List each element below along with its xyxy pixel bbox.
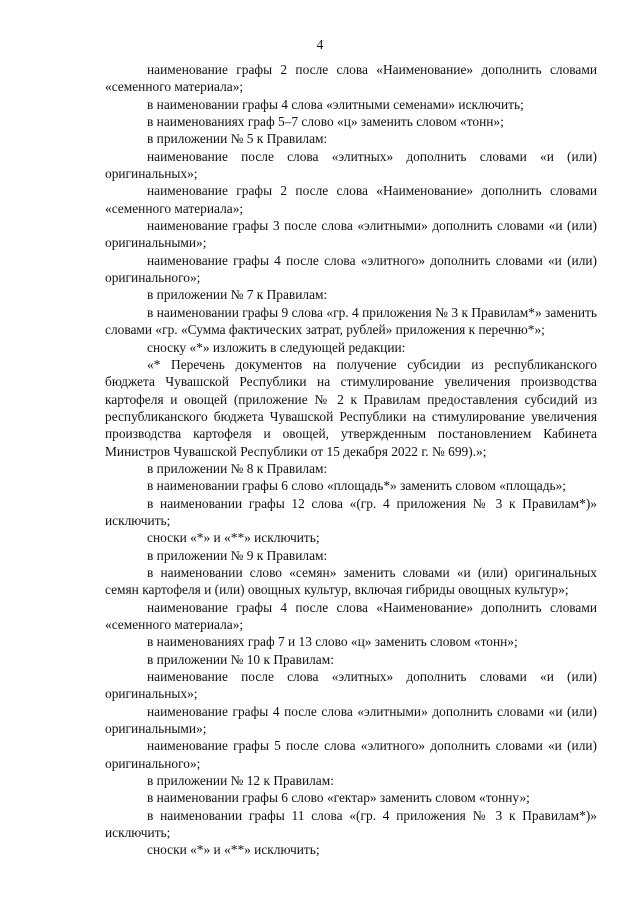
paragraph: наименование графы 4 после слова «элитными» дополнить словами «и (или) оригинальными»;: [105, 703, 597, 737]
paragraph: в наименовании графы 4 слова «элитными семенами» исключить;: [147, 96, 524, 112]
paragraph: в наименовании графы 9 слова «гр. 4 приложения № 3 к Правилам*» заменить словами «гр. «Сумма фактических затрат, рублей» приложения к перечню*»;: [105, 304, 597, 338]
page-number: 4: [316, 37, 324, 52]
paragraph: наименование графы 5 после слова «элитного» дополнить словами «и (или) оригинального»;: [105, 738, 597, 771]
paragraph: сноску «*» изложить в следующей редакции:: [147, 339, 406, 355]
paragraph: в наименовании графы 6 слово «площадь*» заменить словом «площадь»;: [147, 478, 567, 494]
paragraph: в приложении № 8 к Правилам:: [147, 460, 328, 476]
paragraph: в наименовании графы 12 слова «(гр. 4 приложения № 3 к Правилам*)» исключить;: [105, 495, 597, 528]
paragraph: наименование графы 3 после слова «элитными» дополнить словами «и (или) оригинальными»;: [105, 218, 597, 251]
quoted-footnote-paragraph: «* Перечень документов на получение субсидии из республиканского бюджета Чувашской Республики на стимулирование увеличения производства картофеля и овощей (приложение № 2 к Правилам предоставления субсидий из республиканского бюджета Чувашской Республики на стимулирование увеличения производства картофеля и овощей, утвержденным постановлением Кабинета Министров Чувашской Республики от 15 декабря 2022 г. № 699).»;: [105, 356, 597, 459]
paragraph: наименование графы 2 после слова «Наименование» дополнить словами «семенного материала»;: [105, 183, 597, 216]
paragraph: в приложении № 7 к Правилам:: [147, 287, 328, 303]
paragraph: сноски «*» и «**» исключить;: [147, 842, 320, 858]
paragraph: наименование графы 4 после слова «элитного» дополнить словами «и (или) оригинального»;: [105, 252, 597, 286]
paragraph: сноски «*» и «**» исключить;: [147, 530, 320, 546]
paragraph: наименование после слова «элитных» дополнить словами «и (или) оригинальных»;: [105, 669, 597, 702]
paragraph: в приложении № 9 к Правилам:: [147, 547, 328, 563]
page-body: [105, 61, 597, 859]
paragraph: наименование после слова «элитных» дополнить словами «и (или) оригинальных»;: [105, 148, 597, 182]
paragraph: наименование графы 2 после слова «Наименование» дополнить словами «семенного материала»;: [105, 62, 597, 95]
paragraph: в приложении № 5 к Правилам:: [147, 131, 328, 147]
paragraph: в приложении № 10 к Правилам:: [147, 651, 334, 667]
paragraph: в наименованиях граф 7 и 13 слово «ц» заменить словом «тонн»;: [147, 634, 518, 650]
paragraph: в приложении № 12 к Правилам:: [147, 773, 334, 789]
paragraph: в наименовании графы 11 слова «(гр. 4 приложения № 3 к Правилам*)» исключить;: [105, 807, 597, 841]
paragraph: наименование графы 4 после слова «Наименование» дополнить словами «семенного материала»;: [105, 599, 597, 632]
paragraph: в наименовании графы 6 слово «гектар» заменить словом «тонну»;: [147, 790, 530, 806]
paragraph: в наименовании слово «семян» заменить словами «и (или) оригинальных семян картофеля и (или) овощных культур, включая гибриды овощных культур»;: [105, 564, 597, 598]
paragraph: в наименованиях граф 5–7 слово «ц» заменить словом «тонн»;: [147, 114, 504, 130]
